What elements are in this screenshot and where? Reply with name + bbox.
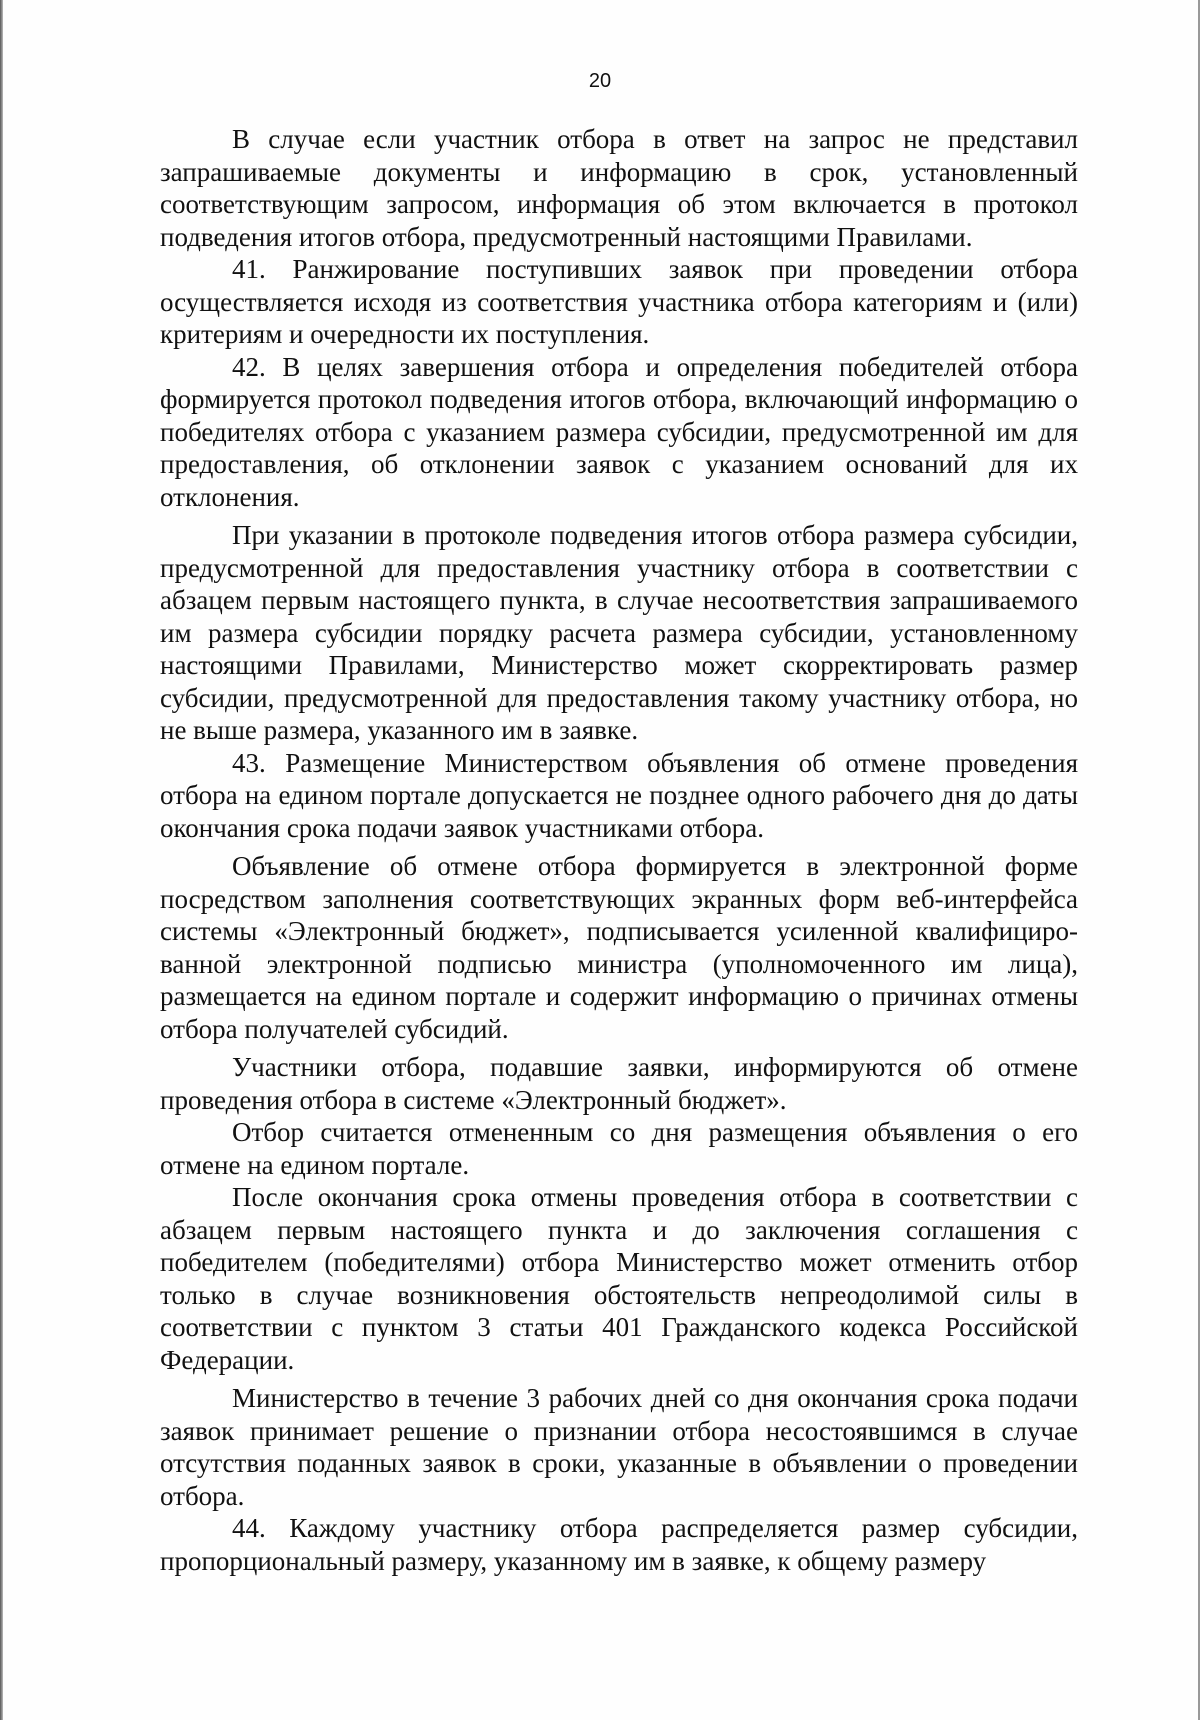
paragraph-11: 44. Каждому участнику отбора распределяется размер субсидии, пропорциональный размеру, указанному им в заявке, к общему размеру xyxy=(160,1513,1078,1576)
paragraph-7: Участники отбора, подавшие заявки, информируются об отмене проведения отбора в системе «Электронный бюджет». xyxy=(160,1052,1078,1115)
paragraph-2: 41. Ранжирование поступивших заявок при проведении отбора осуществляется исходя из соответствия участника отбора категориям и (или) критериям и очередности их поступления. xyxy=(160,254,1078,349)
paragraph-4: При указании в протоколе подведения итогов отбора размера субсидии, предусмотренной для предоставления участнику отбора в соответствии с абзацем первым настоящего пункта, в случае несоответствия запрашиваемого им размера субсидии порядку расчета размера субсидии, установленному настоящими Правилами, Министерство может скорректировать размер субсидии, предусмотренной для предоставления такому участнику отбора, но не выше размера, указанного им в заявке. xyxy=(160,520,1078,745)
paragraph-5: 43. Размещение Министерством объявления об отмене проведения отбора на едином портале допускается не позднее одного рабочего дня до даты окончания срока подачи заявок участниками отбора. xyxy=(160,747,1078,843)
paragraph-10: Министерство в течение 3 рабочих дней со дня окончания срока подачи заявок принимает решение о признании отбора несостоявшимся в случае отсутствия поданных заявок в сроки, указанные в объявлении о проведении отбора. xyxy=(160,1383,1078,1511)
document-body xyxy=(160,123,1078,1577)
page-number: 20 xyxy=(588,70,612,92)
paragraph-6: Объявление об отмене отбора формируется в электронной форме посредством заполнения соответствующих экранных форм веб-интерфейса системы «Электронный бюджет», подписывается усиленной квалифицированной электронной подписью министра (уполномоченного им лица), размещается на едином портале и содержит информацию о причинах отмены отбора получателей субсидий. xyxy=(160,851,1078,1044)
scan-edge-left xyxy=(0,0,3,1720)
paragraph-8: Отбор считается отмененным со дня размещения объявления о его отмене на едином портале. xyxy=(160,1117,1078,1180)
paragraph-3: 42. В целях завершения отбора и определения победителей отбора формируется протокол подведения итогов отбора, включающий информацию о победителях отбора с указанием размера субсидии, предусмотренной им для предоставления, об отклонении заявок с указанием оснований для их отклонения. xyxy=(160,351,1078,512)
paragraph-9: После окончания срока отмены проведения отбора в соответствии с абзацем первым настоящего пункта и до заключения соглашения с победителем (победителями) отбора Министерство может отменить отбор только в случае возникновения обстоятельств непреодолимой силы в соответствии с пунктом 3 статьи 401 Гражданского кодекса Российской Федерации. xyxy=(160,1182,1078,1375)
paragraph-1: В случае если участник отбора в ответ на запрос не представил запрашиваемые документы и информацию в срок, установленный соответствующим запросом, информация об этом включается в протокол подведения итогов отбора, предусмотренный настоящими Правилами. xyxy=(160,124,1078,252)
